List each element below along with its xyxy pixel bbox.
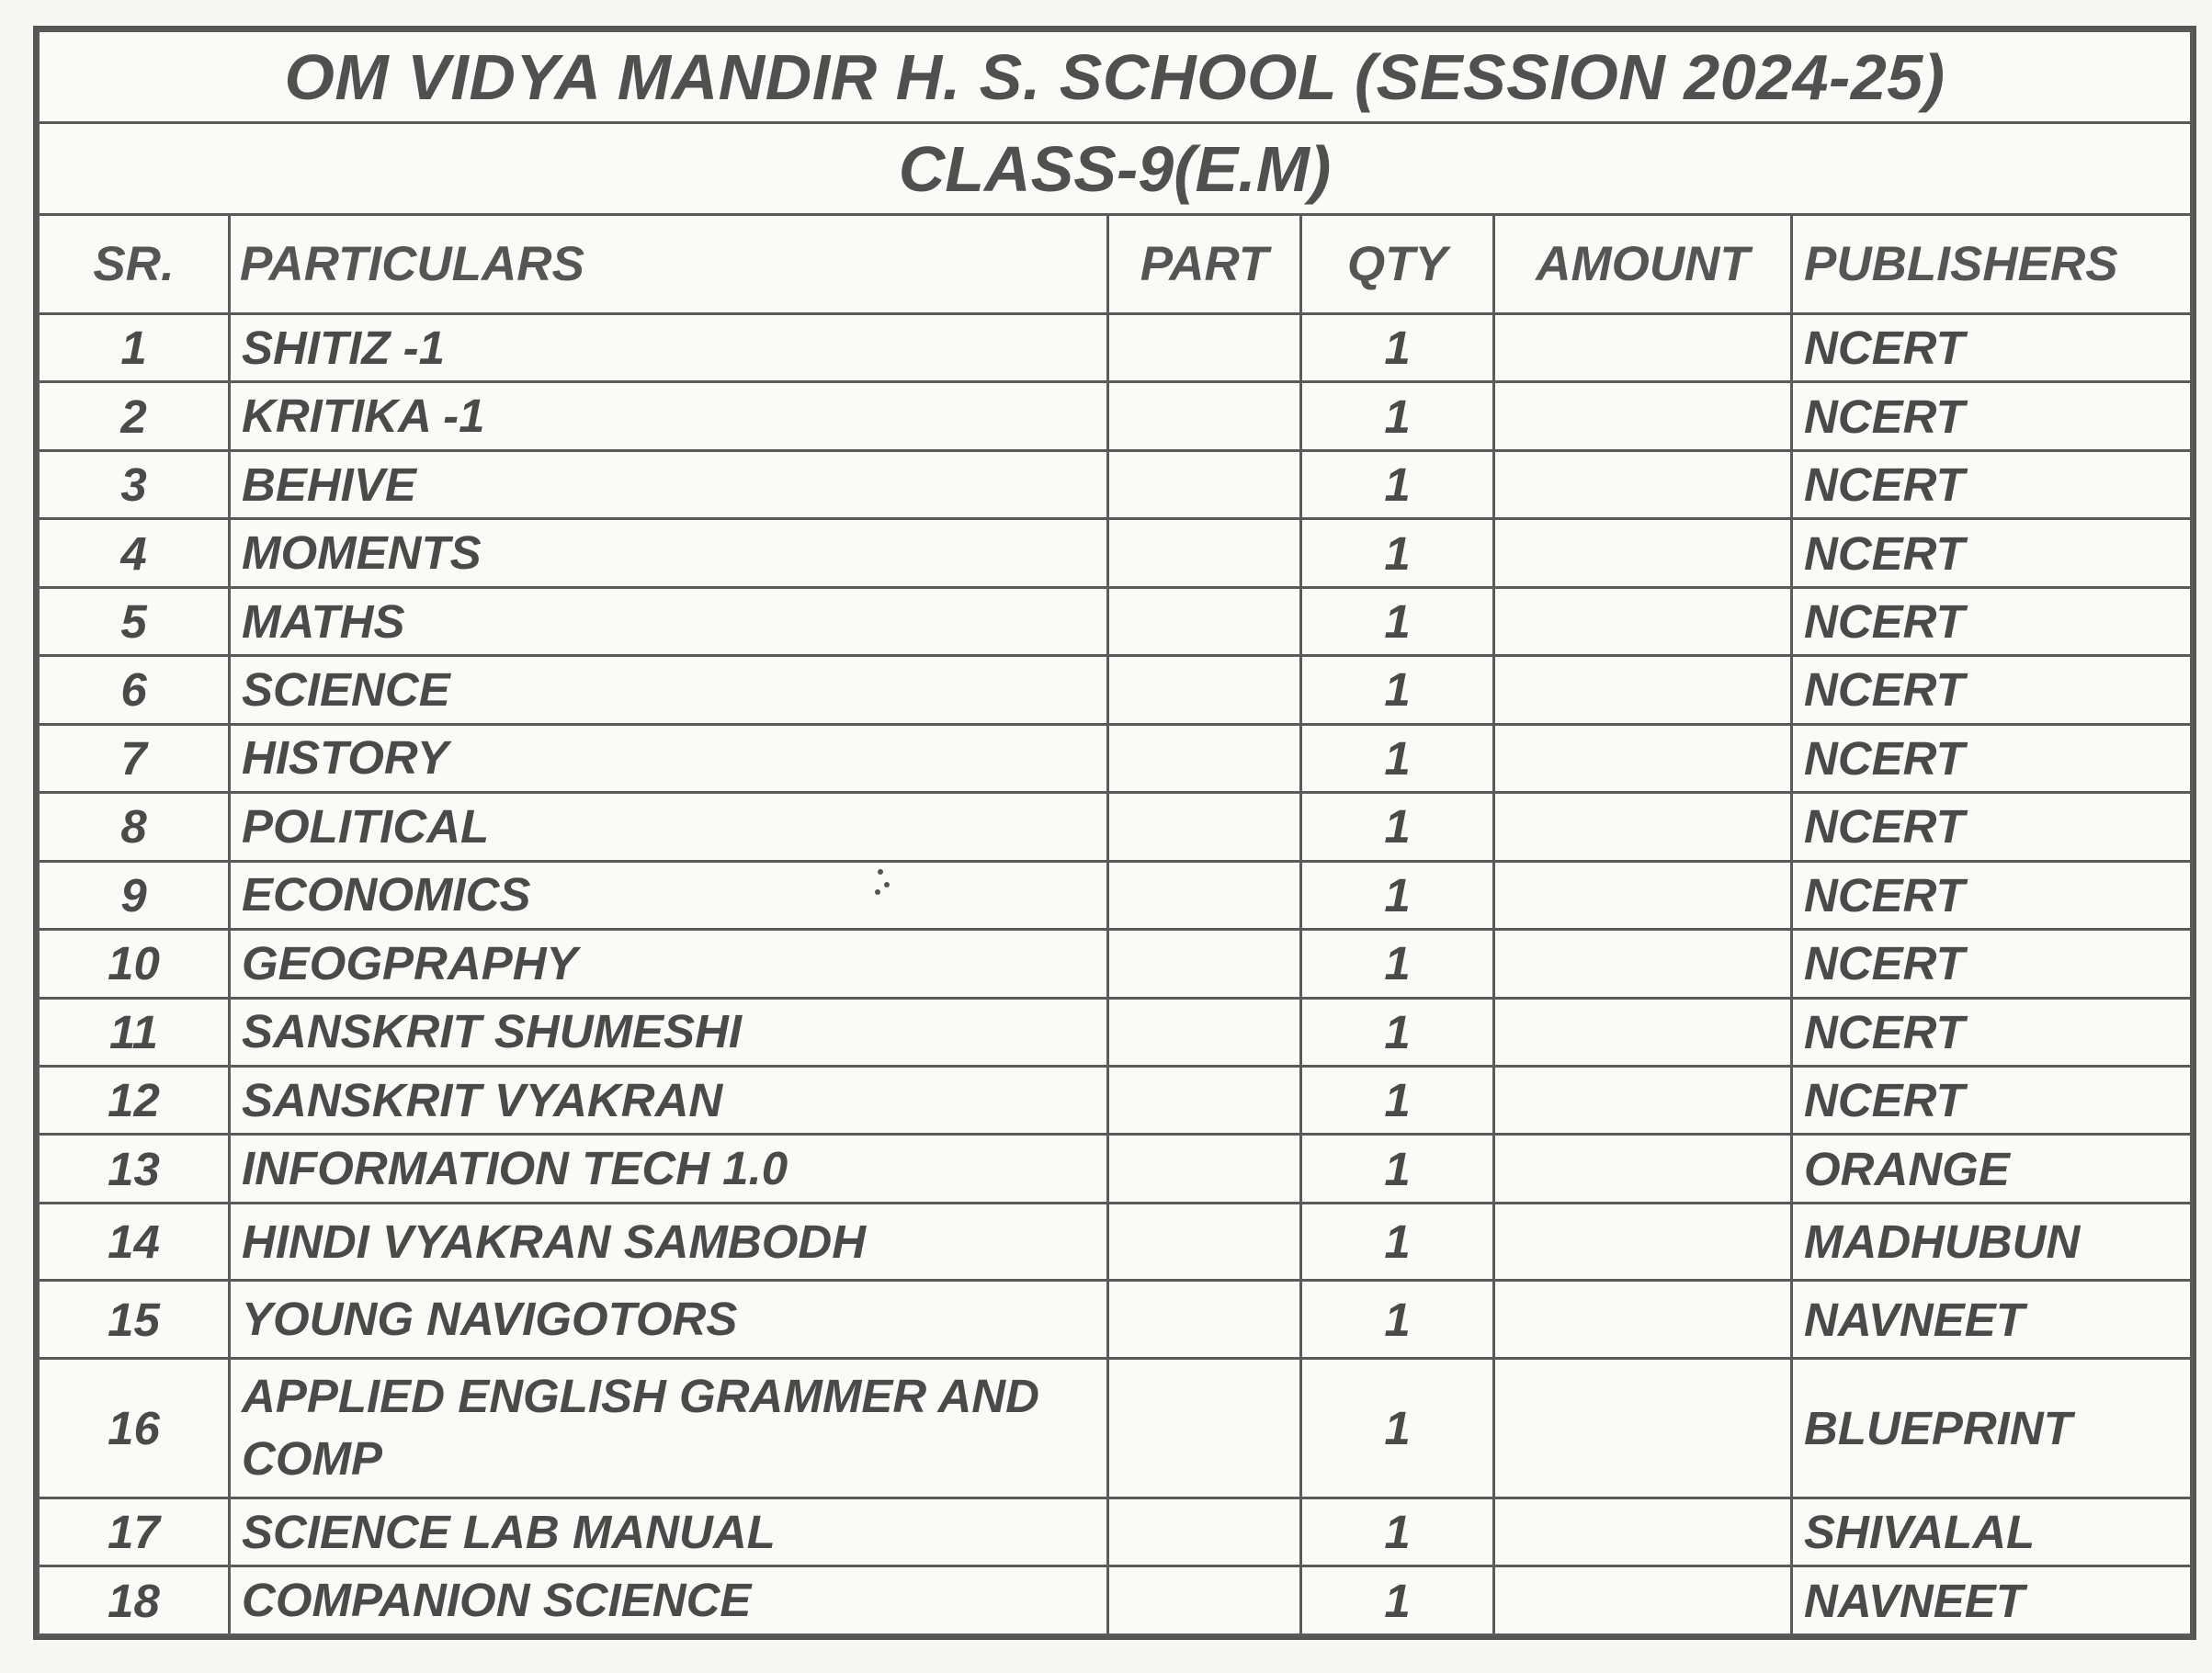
row-part bbox=[1108, 1066, 1301, 1134]
header-amount: AMOUNT bbox=[1494, 215, 1792, 314]
row-amount bbox=[1494, 314, 1792, 382]
row-part bbox=[1108, 1203, 1301, 1281]
row-qty: 1 bbox=[1301, 1066, 1494, 1134]
row-publisher: ORANGE bbox=[1792, 1135, 2192, 1203]
table-row bbox=[39, 793, 2192, 861]
row-sr: 7 bbox=[39, 724, 230, 792]
row-amount bbox=[1494, 1135, 1792, 1203]
row-publisher: NCERT bbox=[1792, 998, 2192, 1066]
table-row bbox=[39, 930, 2192, 998]
row-publisher: NAVNEET bbox=[1792, 1566, 2192, 1635]
table-row bbox=[39, 656, 2192, 724]
table-row bbox=[39, 382, 2192, 450]
table-row bbox=[39, 1135, 2192, 1203]
header-qty: QTY bbox=[1301, 215, 1494, 314]
row-particulars: MATHS bbox=[230, 587, 1108, 655]
row-amount bbox=[1494, 1498, 1792, 1566]
row-particulars: ECONOMICS bbox=[230, 861, 1108, 929]
row-qty: 1 bbox=[1301, 314, 1494, 382]
row-part bbox=[1108, 793, 1301, 861]
row-particulars: SANSKRIT SHUMESHI bbox=[230, 998, 1108, 1066]
row-sr: 8 bbox=[39, 793, 230, 861]
row-sr: 12 bbox=[39, 1066, 230, 1134]
row-particulars: SHITIZ -1 bbox=[230, 314, 1108, 382]
row-particulars: SCIENCE bbox=[230, 656, 1108, 724]
row-publisher: NCERT bbox=[1792, 724, 2192, 792]
row-part bbox=[1108, 930, 1301, 998]
row-sr: 4 bbox=[39, 519, 230, 587]
row-amount bbox=[1494, 793, 1792, 861]
row-amount bbox=[1494, 998, 1792, 1066]
table-row bbox=[39, 724, 2192, 792]
row-publisher: BLUEPRINT bbox=[1792, 1358, 2192, 1498]
row-amount bbox=[1494, 930, 1792, 998]
row-part bbox=[1108, 656, 1301, 724]
row-publisher: MADHUBUN bbox=[1792, 1203, 2192, 1281]
row-particulars: MOMENTS bbox=[230, 519, 1108, 587]
table-header-row bbox=[39, 215, 2192, 314]
row-qty: 1 bbox=[1301, 587, 1494, 655]
row-particulars: APPLIED ENGLISH GRAMMER AND COMP bbox=[230, 1358, 1108, 1498]
row-part bbox=[1108, 314, 1301, 382]
row-qty: 1 bbox=[1301, 656, 1494, 724]
row-part bbox=[1108, 724, 1301, 792]
scan-speck bbox=[875, 889, 880, 895]
table-body bbox=[39, 314, 2192, 1635]
row-qty: 1 bbox=[1301, 1135, 1494, 1203]
row-amount bbox=[1494, 1066, 1792, 1134]
row-particulars: SCIENCE LAB MANUAL bbox=[230, 1498, 1108, 1566]
row-publisher: NCERT bbox=[1792, 587, 2192, 655]
row-particulars: HINDI VYAKRAN SAMBODH bbox=[230, 1203, 1108, 1281]
row-part bbox=[1108, 382, 1301, 450]
row-publisher: NCERT bbox=[1792, 930, 2192, 998]
row-particulars: HISTORY bbox=[230, 724, 1108, 792]
row-qty: 1 bbox=[1301, 998, 1494, 1066]
table-row bbox=[39, 587, 2192, 655]
row-part bbox=[1108, 1358, 1301, 1498]
row-publisher: NCERT bbox=[1792, 314, 2192, 382]
scan-speck bbox=[878, 869, 883, 875]
row-amount bbox=[1494, 1566, 1792, 1635]
row-qty: 1 bbox=[1301, 793, 1494, 861]
row-amount bbox=[1494, 656, 1792, 724]
table-row bbox=[39, 519, 2192, 587]
row-particulars: KRITIKA -1 bbox=[230, 382, 1108, 450]
header-particulars: PARTICULARS bbox=[230, 215, 1108, 314]
table-row bbox=[39, 1498, 2192, 1566]
row-particulars: COMPANION SCIENCE bbox=[230, 1566, 1108, 1635]
table-row bbox=[39, 1358, 2192, 1498]
header-publishers: PUBLISHERS bbox=[1792, 215, 2192, 314]
row-part bbox=[1108, 998, 1301, 1066]
row-publisher: NCERT bbox=[1792, 861, 2192, 929]
row-part bbox=[1108, 1566, 1301, 1635]
table-row bbox=[39, 314, 2192, 382]
row-sr: 1 bbox=[39, 314, 230, 382]
row-particulars: BEHIVE bbox=[230, 450, 1108, 518]
row-sr: 15 bbox=[39, 1281, 230, 1359]
row-qty: 1 bbox=[1301, 519, 1494, 587]
row-amount bbox=[1494, 724, 1792, 792]
row-amount bbox=[1494, 1281, 1792, 1359]
row-amount bbox=[1494, 519, 1792, 587]
school-title: OM VIDYA MANDIR H. S. SCHOOL (SESSION 2024-25) bbox=[39, 31, 2192, 123]
book-list-table bbox=[37, 29, 2193, 1636]
row-particulars: GEOGPRAPHY bbox=[230, 930, 1108, 998]
row-part bbox=[1108, 587, 1301, 655]
row-amount bbox=[1494, 587, 1792, 655]
row-sr: 18 bbox=[39, 1566, 230, 1635]
table-row bbox=[39, 450, 2192, 518]
row-publisher: NCERT bbox=[1792, 382, 2192, 450]
row-sr: 6 bbox=[39, 656, 230, 724]
row-qty: 1 bbox=[1301, 1203, 1494, 1281]
row-particulars: INFORMATION TECH 1.0 bbox=[230, 1135, 1108, 1203]
row-amount bbox=[1494, 382, 1792, 450]
table-row bbox=[39, 998, 2192, 1066]
row-qty: 1 bbox=[1301, 930, 1494, 998]
header-sr: SR. bbox=[39, 215, 230, 314]
row-sr: 13 bbox=[39, 1135, 230, 1203]
row-part bbox=[1108, 450, 1301, 518]
row-qty: 1 bbox=[1301, 1358, 1494, 1498]
scan-speck bbox=[884, 882, 890, 887]
row-part bbox=[1108, 1498, 1301, 1566]
table-row bbox=[39, 1203, 2192, 1281]
row-qty: 1 bbox=[1301, 450, 1494, 518]
row-qty: 1 bbox=[1301, 724, 1494, 792]
row-sr: 16 bbox=[39, 1358, 230, 1498]
row-publisher: NAVNEET bbox=[1792, 1281, 2192, 1359]
row-publisher: NCERT bbox=[1792, 519, 2192, 587]
row-amount bbox=[1494, 450, 1792, 518]
row-particulars: SANSKRIT VYAKRAN bbox=[230, 1066, 1108, 1134]
row-sr: 11 bbox=[39, 998, 230, 1066]
table-row bbox=[39, 1281, 2192, 1359]
row-sr: 3 bbox=[39, 450, 230, 518]
row-part bbox=[1108, 861, 1301, 929]
row-particulars: POLITICAL bbox=[230, 793, 1108, 861]
row-qty: 1 bbox=[1301, 861, 1494, 929]
class-title: CLASS-9(E.M) bbox=[39, 123, 2192, 215]
row-particulars: YOUNG NAVIGOTORS bbox=[230, 1281, 1108, 1359]
row-sr: 17 bbox=[39, 1498, 230, 1566]
book-list-sheet bbox=[33, 26, 2196, 1640]
header-part: PART bbox=[1108, 215, 1301, 314]
table-row bbox=[39, 1066, 2192, 1134]
row-publisher: NCERT bbox=[1792, 793, 2192, 861]
row-publisher: NCERT bbox=[1792, 1066, 2192, 1134]
row-part bbox=[1108, 1135, 1301, 1203]
table-row bbox=[39, 861, 2192, 929]
table-row bbox=[39, 1566, 2192, 1635]
row-part bbox=[1108, 1281, 1301, 1359]
row-sr: 2 bbox=[39, 382, 230, 450]
row-publisher: NCERT bbox=[1792, 450, 2192, 518]
row-publisher: NCERT bbox=[1792, 656, 2192, 724]
row-amount bbox=[1494, 1358, 1792, 1498]
row-amount bbox=[1494, 861, 1792, 929]
row-amount bbox=[1494, 1203, 1792, 1281]
row-qty: 1 bbox=[1301, 1281, 1494, 1359]
row-qty: 1 bbox=[1301, 1498, 1494, 1566]
row-qty: 1 bbox=[1301, 382, 1494, 450]
row-sr: 5 bbox=[39, 587, 230, 655]
row-sr: 10 bbox=[39, 930, 230, 998]
row-sr: 14 bbox=[39, 1203, 230, 1281]
row-qty: 1 bbox=[1301, 1566, 1494, 1635]
row-sr: 9 bbox=[39, 861, 230, 929]
row-part bbox=[1108, 519, 1301, 587]
row-publisher: SHIVALAL bbox=[1792, 1498, 2192, 1566]
